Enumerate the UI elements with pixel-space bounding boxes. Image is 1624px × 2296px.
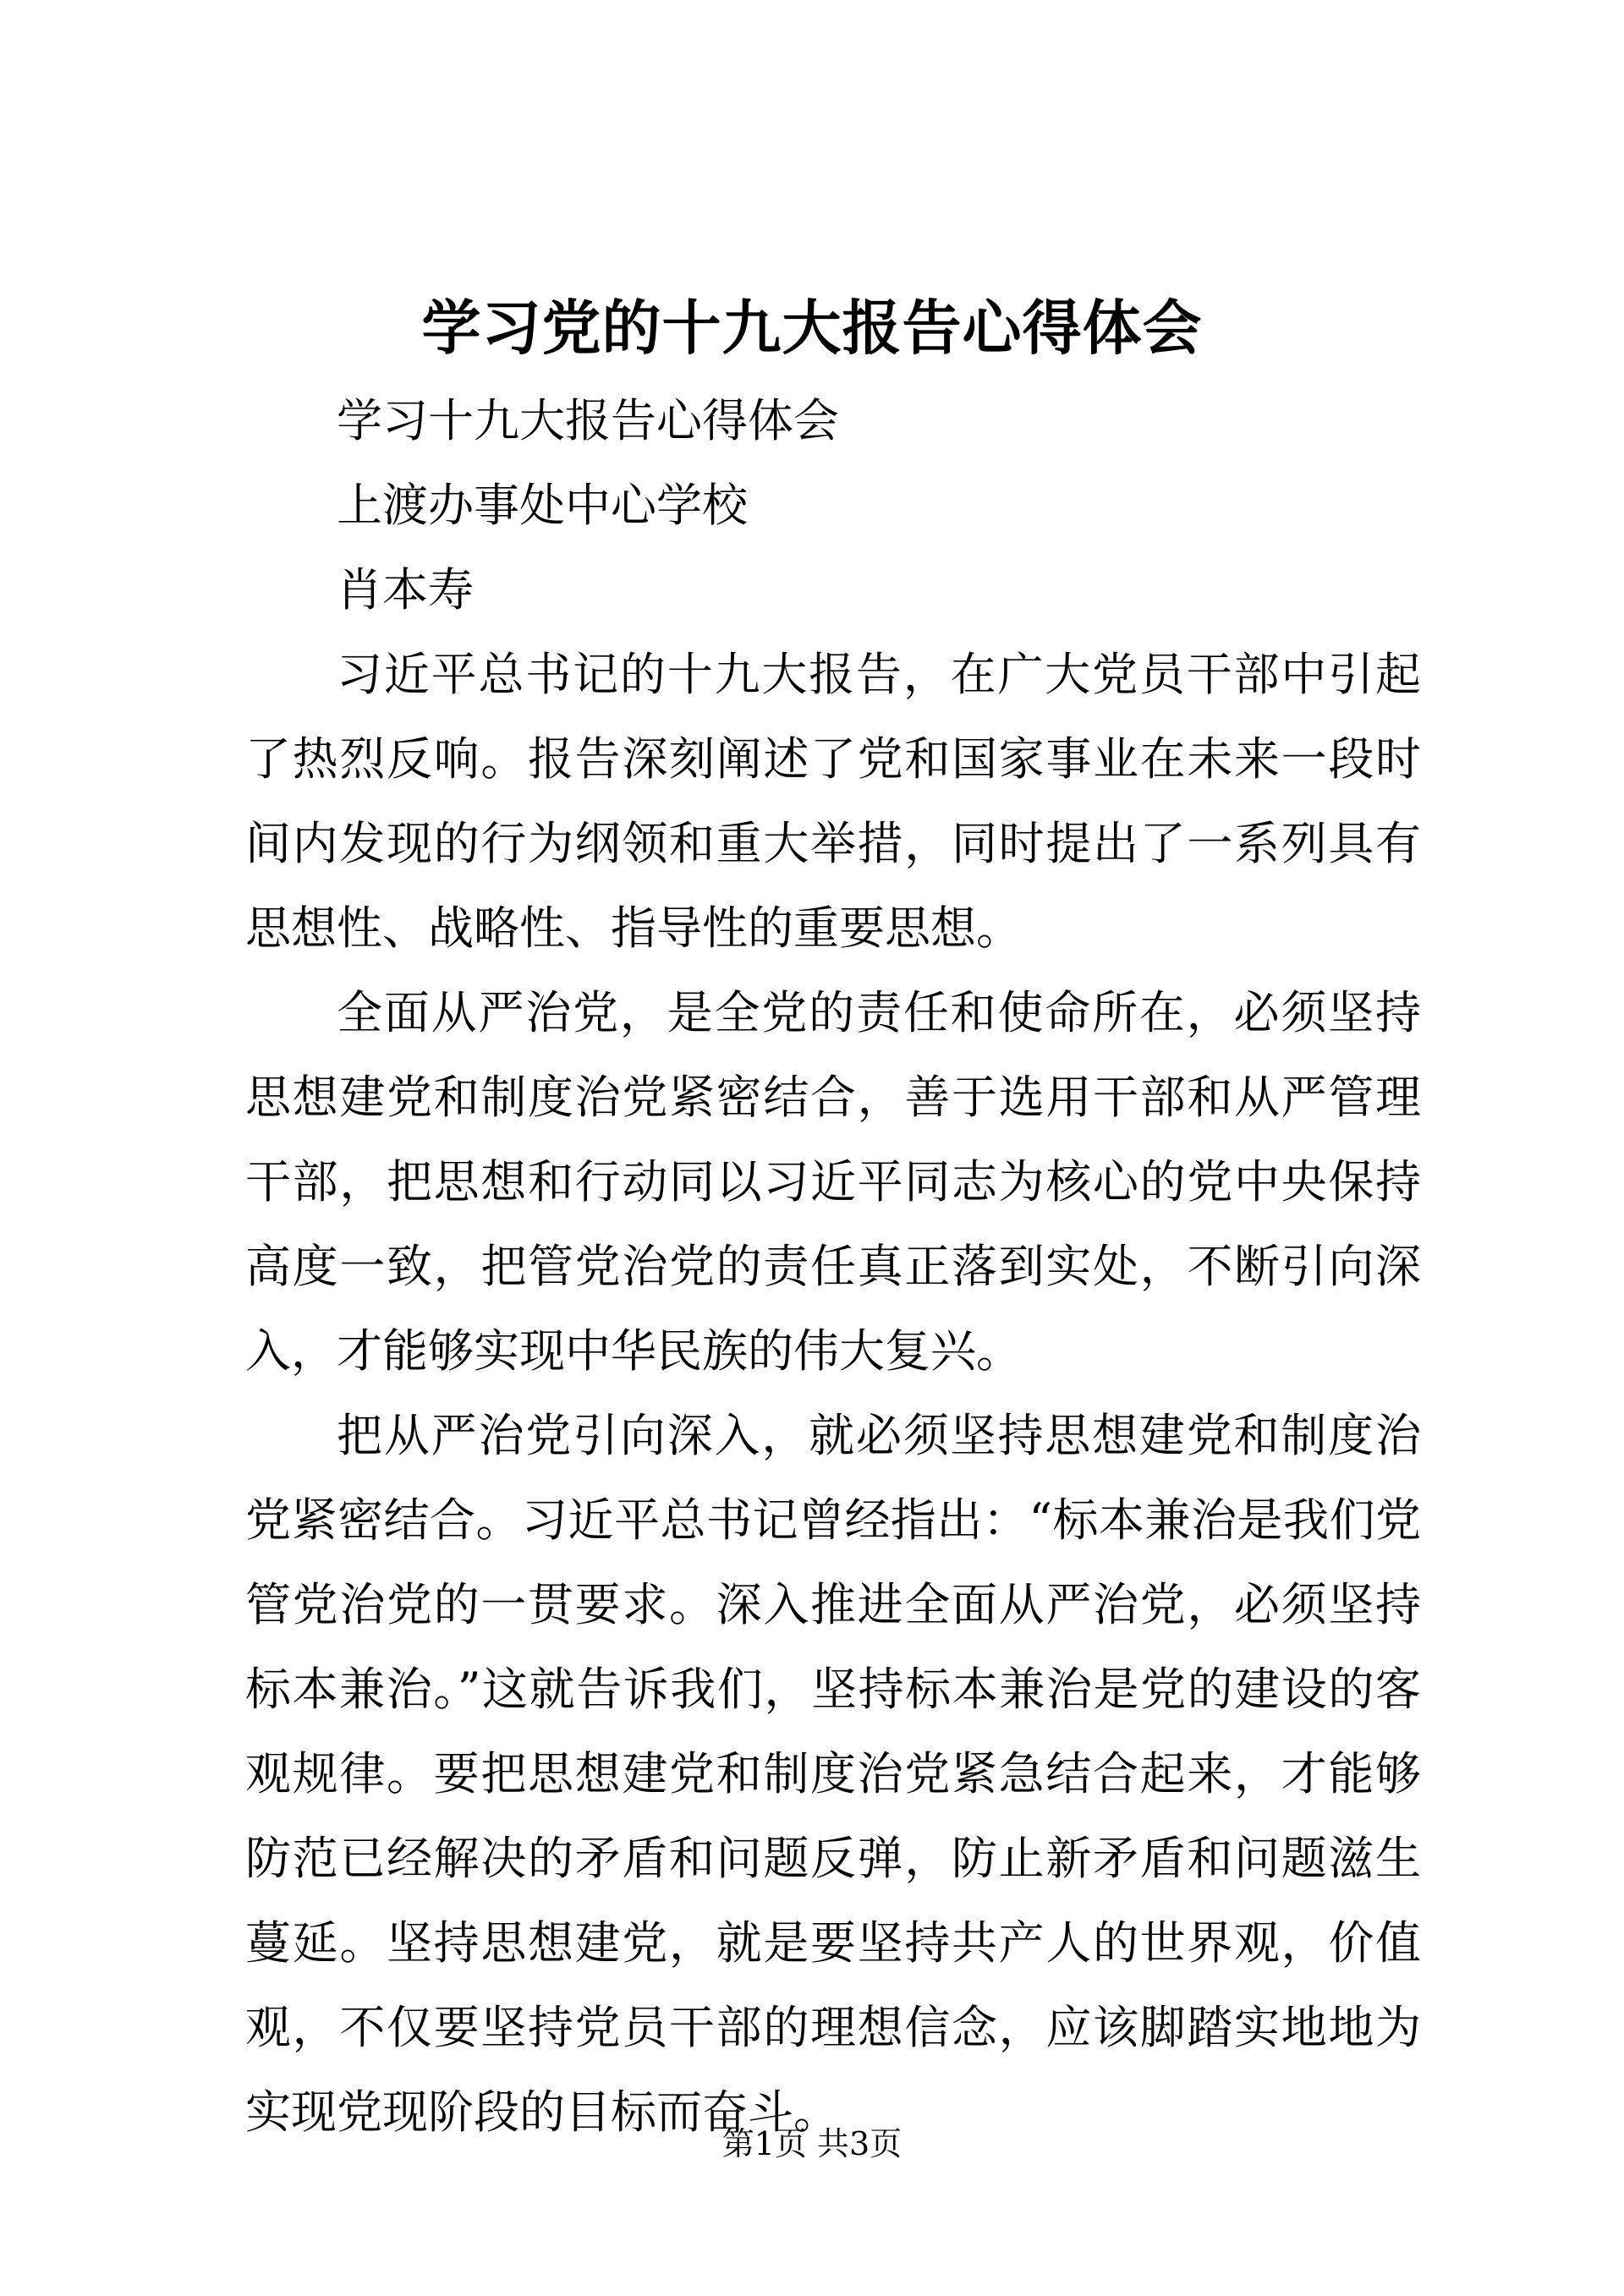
document-body: [245, 379, 1421, 2155]
body-paragraph: 全面从严治党，是全党的责任和使命所在，必须坚持思想建党和制度治党紧密结合，善于选用干部和从严管理干部，把思想和行动同以习近平同志为核心的党中央保持高度一致，把管党治党的责任真正落到实处，不断引向深入，才能够实现中华民族的伟大复兴。: [245, 986, 1421, 1378]
body-paragraph: 习近平总书记的十九大报告，在广大党员干部中引起了热烈反响。报告深刻阐述了党和国家事业在未来一段时间内发现的行为纲领和重大举措，同时提出了一系列具有思想性、战略性、指导性的重要思想。: [245, 648, 1421, 955]
organization-paragraph: 上渡办事处中心学校: [337, 479, 748, 532]
page-number-footer: 第1页 共3页: [721, 2125, 903, 2162]
document-title: 学习党的十九大报告心得体会: [421, 293, 1203, 363]
author-paragraph: 肖本寿: [337, 563, 474, 616]
body-paragraph: 把从严治党引向深入，就必须坚持思想建党和制度治党紧密结合。习近平总书记曾经指出：“标本兼治是我们党管党治党的一贯要求。深入推进全面从严治党，必须坚持标本兼治。”这就告诉我们，坚持标本兼治是党的建设的客观规律。要把思想建党和制度治党紧急结合起来，才能够防范已经解决的矛盾和问题反弹，防止新矛盾和问题滋生蔓延。坚持思想建党，就是要坚持共产人的世界观，价值观，不仅要坚持党员干部的理想信念，应该脚踏实地地为实现党现阶段的目标而奋斗。: [245, 1409, 1421, 2139]
subtitle-paragraph: 学习十九大报告心得体会: [337, 394, 839, 447]
